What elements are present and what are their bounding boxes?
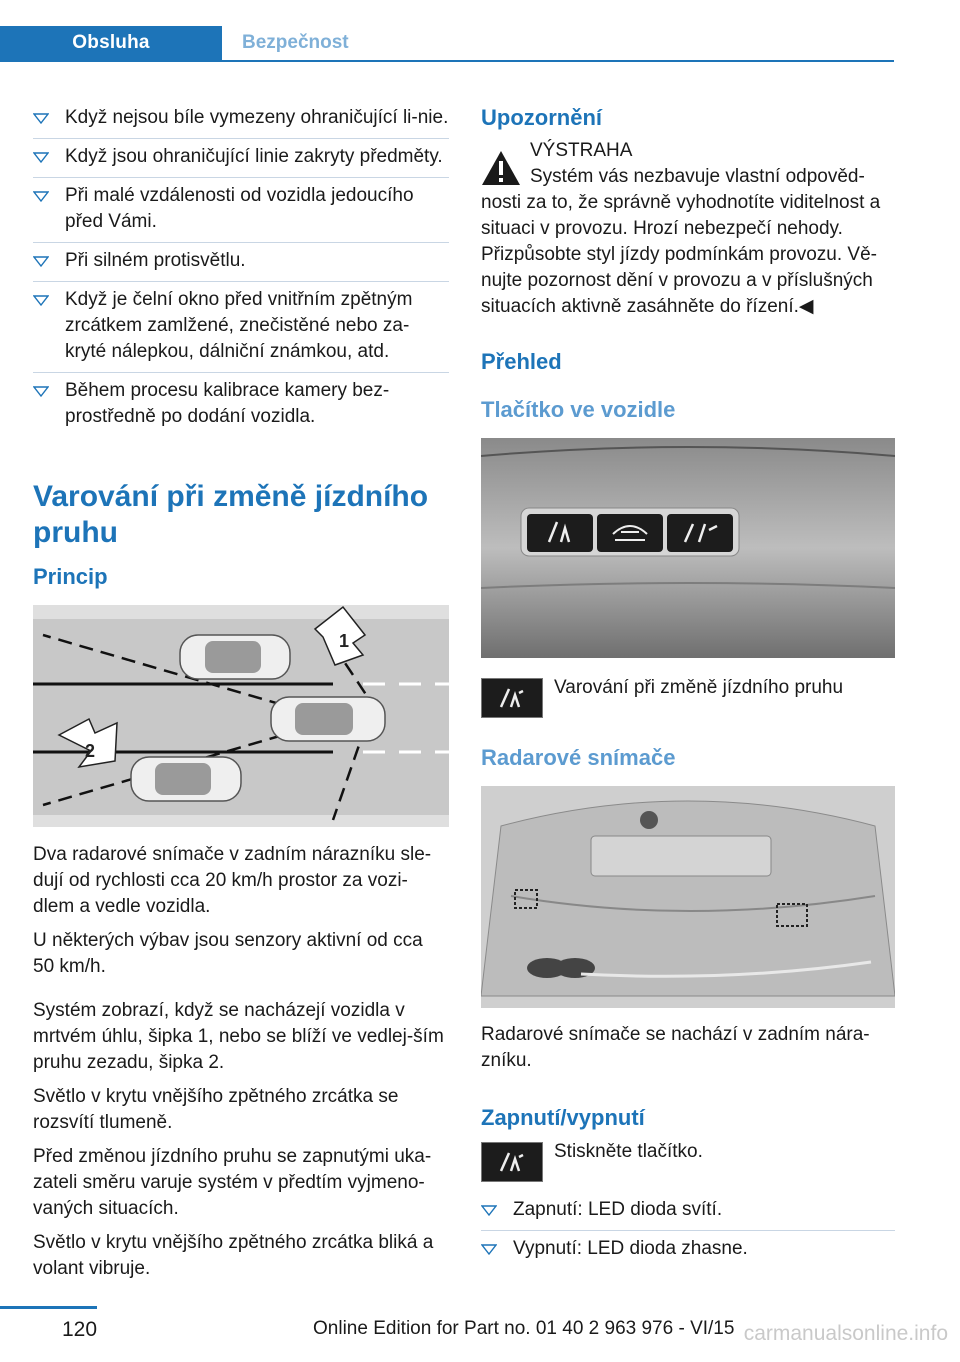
edition-text: Online Edition for Part no. 01 40 2 963 976 - VI/15 bbox=[313, 1318, 735, 1339]
triangle-bullet-icon bbox=[33, 295, 49, 306]
list-item-text: Když nejsou bíle vymezeny ohraničující li‐nie. bbox=[65, 107, 449, 128]
radar-caption: Radarové snímače se nachází v zadním nára‐zníku. bbox=[481, 1024, 870, 1071]
overview-title: Přehled bbox=[481, 349, 562, 374]
list-item-text: Během procesu kalibrace kamery bez‐prostředně po dodání vozidla. bbox=[65, 380, 390, 427]
radar-section-title: Radarové snímače bbox=[481, 745, 676, 770]
tab-obsluha[interactable]: Obsluha bbox=[0, 26, 222, 60]
triangle-bullet-icon bbox=[33, 256, 49, 267]
warning-first-line: Systém vás nezbavuje vlastní odpověd‐ bbox=[530, 166, 865, 187]
tab-bezpecnost[interactable]: Bezpečnost bbox=[242, 32, 349, 53]
list-item bbox=[33, 178, 449, 243]
mirror-light-flash-text: Světlo v krytu vnějšího zpětného zrcátka bliká a volant vibruje. bbox=[33, 1232, 434, 1279]
triangle-bullet-icon bbox=[481, 1244, 497, 1255]
arrow-2-label: 2 bbox=[85, 741, 96, 761]
button-legend-row bbox=[481, 678, 895, 718]
header-tabs bbox=[0, 26, 349, 60]
right-column bbox=[481, 100, 895, 1269]
triangle-bullet-icon bbox=[33, 152, 49, 163]
car-middle bbox=[271, 697, 385, 741]
list-item bbox=[33, 373, 449, 437]
triangle-bullet-icon bbox=[33, 386, 49, 397]
list-item-text: Při silném protisvětlu. bbox=[65, 250, 246, 271]
onoff-title: Zapnutí/vypnutí bbox=[481, 1105, 645, 1130]
lane-change-warning-button-icon bbox=[481, 678, 543, 718]
rear-bumper-photo bbox=[481, 786, 895, 1008]
car-top bbox=[180, 635, 290, 679]
warning-text: nosti za to, že správně vyhodnotíte viditelnost a situaci v provozu. Hrozí nebezpečí nehody. Přizpůsobte styl jízdy podmínkám provozu. Vě‐nujte pozornost dění v provozu a v příslušných situacích aktivně zasáhněte do řízení.◀ bbox=[481, 192, 881, 317]
lane-change-warning-button-icon bbox=[481, 1142, 543, 1182]
footer-rule bbox=[0, 1306, 97, 1309]
section-title: Varování při změně jízdního pruhu bbox=[33, 480, 429, 549]
limitations-list bbox=[33, 100, 449, 437]
warning-title: Upozornění bbox=[481, 105, 602, 130]
list-item bbox=[33, 282, 449, 373]
warning-triangle-icon bbox=[481, 150, 521, 186]
onoff-instruction: Stiskněte tlačítko. bbox=[554, 1141, 703, 1162]
list-item bbox=[481, 1192, 895, 1231]
principle-title: Princip bbox=[33, 564, 108, 589]
mirror-light-dim-text: Světlo v krytu vnějšího zpětného zrcátka se rozsvítí tlumeně. bbox=[33, 1086, 399, 1133]
radar-description: Dva radarové snímače v zadním nárazníku sle‐dují od rychlosti cca 20 km/h prostor za vozi‐dlem a vedle vozidla. bbox=[33, 844, 432, 917]
list-item bbox=[481, 1231, 895, 1269]
page-number: 120 bbox=[62, 1318, 98, 1341]
list-item bbox=[33, 139, 449, 178]
button-panel-photo bbox=[481, 438, 895, 658]
onoff-list bbox=[481, 1192, 895, 1269]
left-column bbox=[33, 100, 449, 1282]
arrow-1-label: 1 bbox=[339, 631, 350, 651]
list-item bbox=[33, 243, 449, 282]
triangle-bullet-icon bbox=[481, 1205, 497, 1216]
warning-label: VÝSTRAHA bbox=[530, 140, 633, 161]
list-item-text: Zapnutí: LED dioda svítí. bbox=[513, 1199, 723, 1220]
list-item-text: Vypnutí: LED dioda zhasne. bbox=[513, 1238, 748, 1259]
list-item bbox=[33, 100, 449, 139]
triangle-bullet-icon bbox=[33, 113, 49, 124]
button-section-title: Tlačítko ve vozidle bbox=[481, 397, 676, 422]
triangle-bullet-icon bbox=[33, 191, 49, 202]
lane-change-diagram bbox=[33, 605, 449, 827]
sensor-activation-note: U některých výbav jsou senzory aktivní od cca 50 km/h. bbox=[33, 930, 423, 977]
watermark: carmanualsonline.info bbox=[743, 1322, 948, 1345]
list-item-text: Když je čelní okno před vnitřním zpětným zrcátkem zamlžené, znečistěné nebo za‐kryté nálepkou, dálniční známkou, atd. bbox=[65, 289, 413, 362]
system-display-text: Systém zobrazí, když se nacházejí vozidla v mrtvém úhlu, šipka 1, nebo se blíží ve vedlej‐ším pruhu zezadu, šipka 2. bbox=[33, 1000, 444, 1073]
warning-block bbox=[481, 138, 895, 320]
list-item-text: Když jsou ohraničující linie zakryty předměty. bbox=[65, 146, 443, 167]
onoff-instruction-row bbox=[481, 1142, 895, 1182]
list-item-text: Při malé vzdálenosti od vozidla jedoucího před Vámi. bbox=[65, 185, 414, 232]
header-rule bbox=[0, 60, 894, 62]
car-bottom bbox=[131, 757, 241, 801]
button-caption: Varování při změně jízdního pruhu bbox=[554, 677, 844, 698]
turn-signal-warning-text: Před změnou jízdního pruhu se zapnutými uka‐zateli směru varuje systém v předtím vyjmeno‐vaných situacích. bbox=[33, 1146, 432, 1219]
